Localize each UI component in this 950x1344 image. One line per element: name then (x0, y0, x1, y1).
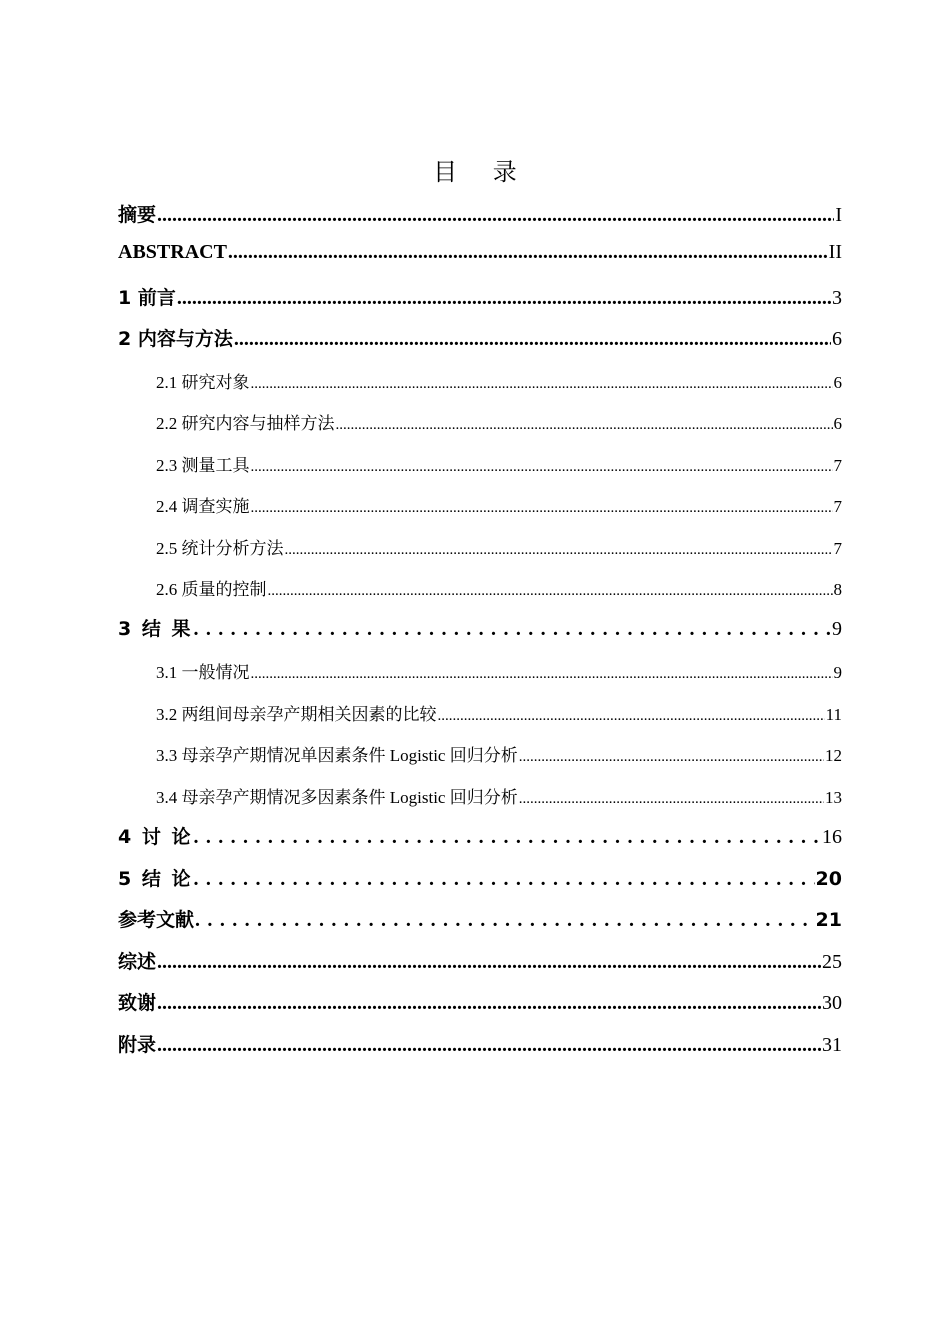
toc-leader (228, 241, 828, 264)
toc-entry-page: 13 (825, 788, 842, 807)
toc-entry-discussion[interactable] (118, 822, 842, 852)
toc-entry-page: 3 (832, 287, 842, 309)
toc-leader (285, 542, 833, 559)
toc-leader (519, 791, 824, 808)
toc-entry-label: 2.1 研究对象 (156, 373, 250, 392)
toc-entry-label: ABSTRACT (118, 241, 227, 263)
toc-leader (234, 328, 831, 351)
page-title: 目 录 (433, 158, 531, 186)
toc-leader (519, 749, 824, 766)
toc-entry-label: 综述 (118, 951, 157, 973)
toc-leader (268, 583, 833, 600)
toc-entry-label: 2.3 测量工具 (156, 456, 250, 475)
toc-entry-page: 31 (822, 1034, 842, 1056)
toc-entry-page: 6 (833, 373, 842, 392)
toc-leader (195, 909, 815, 932)
toc-leader (157, 1034, 821, 1057)
toc-entry-2-1[interactable] (118, 368, 842, 394)
toc-entry-page: 16 (822, 826, 842, 848)
toc-entry-page: 20 (815, 868, 842, 890)
toc-entry-page: 7 (833, 539, 842, 558)
toc-entry-2-5[interactable] (118, 534, 842, 560)
toc-entry-abstract-en[interactable] (118, 241, 842, 271)
toc-entry-label: 参考文献 (118, 909, 195, 931)
toc-entry-abstract-cn[interactable] (118, 200, 842, 230)
toc-leader (157, 204, 834, 227)
toc-entry-results[interactable] (118, 614, 842, 644)
toc-leader (157, 992, 821, 1015)
toc-entry-page: I (835, 204, 842, 226)
toc-entry-page: 7 (833, 456, 842, 475)
toc-entry-label: 2.2 研究内容与抽样方法 (156, 414, 335, 433)
toc-entry-label: 附录 (118, 1034, 157, 1056)
toc-entry-page: 12 (825, 746, 842, 765)
toc-entry-3-1[interactable] (118, 658, 842, 684)
toc-entry-label: 3.3 母亲孕产期情况单因素条件 Logistic 回归分析 (156, 746, 518, 765)
toc-entry-label: 3 结 果 (118, 618, 193, 640)
toc-entry-page: 8 (833, 580, 842, 599)
toc-entry-3-3[interactable] (118, 741, 842, 767)
toc-entry-label: 4 讨 论 (118, 826, 193, 848)
toc-entry-page: 25 (822, 951, 842, 973)
toc-entry-page: 9 (832, 618, 842, 640)
toc-leader (251, 666, 833, 683)
toc-entry-label: 2.5 统计分析方法 (156, 539, 284, 558)
toc-leader (438, 708, 825, 725)
toc-entry-page: 21 (815, 909, 842, 931)
toc-entry-page: II (828, 241, 842, 263)
toc-leader (336, 417, 833, 434)
toc-entry-label: 3.1 一般情况 (156, 663, 250, 682)
toc-entry-page: 9 (833, 663, 842, 682)
toc-entry-methods[interactable] (118, 324, 842, 354)
toc-entry-3-2[interactable] (118, 700, 842, 726)
toc-entry-label: 3.2 两组间母亲孕产期相关因素的比较 (156, 705, 437, 724)
toc-entry-introduction[interactable] (118, 283, 842, 313)
toc-entry-page: 30 (822, 992, 842, 1014)
toc-entry-page: 11 (825, 705, 842, 724)
toc-entry-page: 7 (833, 497, 842, 516)
toc-entry-label: 5 结 论 (118, 868, 193, 890)
toc-entry-page: 6 (833, 414, 842, 433)
toc-entry-label: 3.4 母亲孕产期情况多因素条件 Logistic 回归分析 (156, 788, 518, 807)
toc-entry-page: 6 (832, 328, 842, 350)
toc-entry-appendix[interactable] (118, 1030, 842, 1060)
toc-entry-label: 2.6 质量的控制 (156, 580, 267, 599)
toc-leader (251, 500, 833, 517)
toc-entry-2-6[interactable] (118, 575, 842, 601)
toc-entry-conclusion[interactable] (118, 864, 842, 894)
toc-leader (193, 868, 814, 891)
toc-entry-label: 致谢 (118, 992, 157, 1014)
toc-entry-2-3[interactable] (118, 451, 842, 477)
toc-entry-references[interactable] (118, 905, 842, 935)
toc-leader (251, 459, 833, 476)
toc-entry-label: 1 前言 (118, 287, 176, 309)
toc-entry-label: 2.4 调查实施 (156, 497, 250, 516)
toc-leader (177, 287, 831, 310)
toc-entry-acknowledgements[interactable] (118, 988, 842, 1018)
toc-leader (157, 951, 821, 974)
toc-leader (193, 826, 821, 849)
toc-entry-2-4[interactable] (118, 492, 842, 518)
toc-entry-label: 摘要 (118, 204, 157, 226)
toc-entry-review[interactable] (118, 947, 842, 977)
toc-leader (193, 618, 831, 641)
toc-entry-2-2[interactable] (118, 409, 842, 435)
toc-entry-label: 2 内容与方法 (118, 328, 233, 350)
toc-entry-3-4[interactable] (118, 783, 842, 809)
toc-leader (251, 376, 833, 393)
